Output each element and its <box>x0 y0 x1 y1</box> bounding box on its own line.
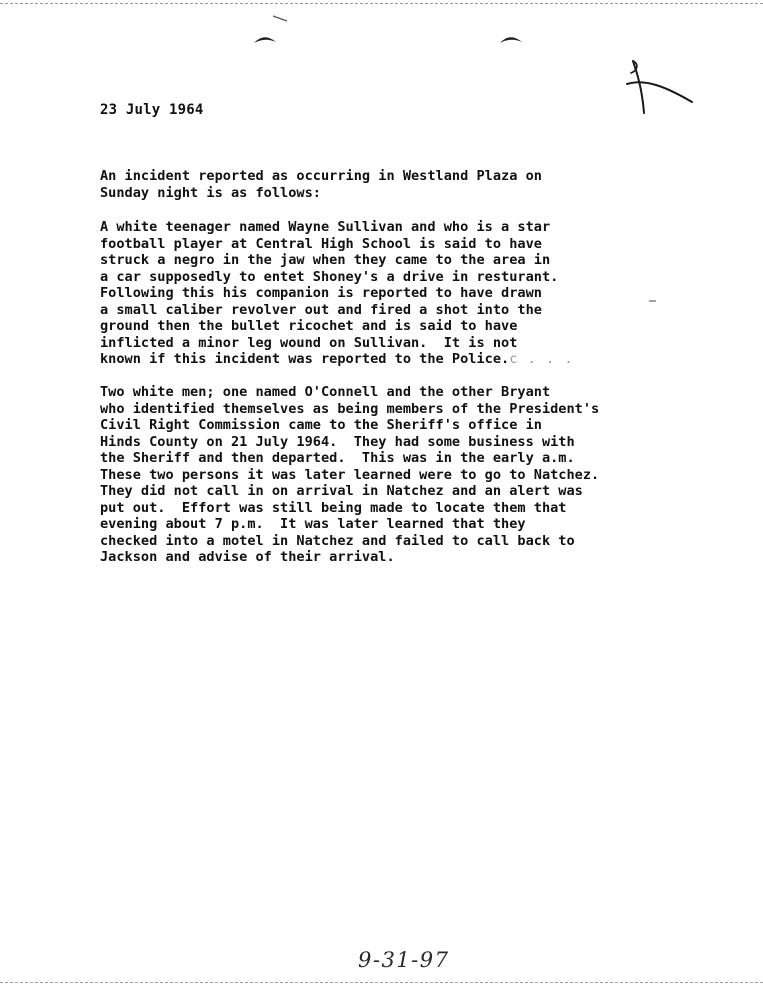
text-line: known if this incident was reported to the Police. <box>100 351 510 368</box>
text-line: a small caliber revolver out and fired a shot into the <box>100 301 542 318</box>
text-line: Two white men; one named O'Connell and the other Bryant <box>100 384 551 400</box>
small-dash-mark-icon <box>648 298 658 304</box>
text-line: evening about 7 p.m. It was later learned that they <box>100 516 526 533</box>
paragraph-commission-visitors <box>100 384 599 566</box>
text-line: inflicted a minor leg wound on Sullivan. It is not <box>100 334 518 351</box>
text-line: a car supposedly to entet Shoney's a drive in resturant. <box>100 268 559 285</box>
text-line: Jackson and advise of their arrival. <box>100 549 395 566</box>
text-line: These two persons it was later learned were to go to Natchez. <box>100 466 600 483</box>
text-line: Following this his companion is reported to have drawn <box>100 285 542 302</box>
text-line: ground then the bullet ricochet and is said to have <box>100 318 518 335</box>
paragraph-intro <box>100 168 542 201</box>
text-line: football player at Central High School is said to have <box>100 235 542 252</box>
small-tick-mark-icon <box>272 14 290 24</box>
text-line: They did not call in on arrival in Natchez and an alert was <box>100 483 583 500</box>
bottom-scan-edge <box>0 982 763 983</box>
top-scan-edge <box>0 3 763 4</box>
punch-hole-mark-left-icon <box>252 30 278 46</box>
text-line: checked into a motel in Natchez and failed to call back to <box>100 532 575 549</box>
text-line: struck a negro in the jaw when they came to the area in <box>100 252 551 269</box>
text-line: A white teenager named Wayne Sullivan and who is a star <box>100 219 551 235</box>
text-line: An incident reported as occurring in Westland Plaza on <box>100 168 542 184</box>
text-line: Hinds County on 21 July 1964. They had some business with <box>100 433 575 450</box>
document-date: 23 July 1964 <box>100 102 204 118</box>
text-line: Civil Right Commission came to the Sheriff's office in <box>100 417 542 434</box>
text-line: Sunday night is as follows: <box>100 184 321 201</box>
punch-hole-mark-right-icon <box>498 30 524 46</box>
text-line: put out. Effort was still being made to locate them that <box>100 499 567 516</box>
stray-marks: c . . . <box>509 351 574 368</box>
text-line: who identified themselves as being members of the President's <box>100 400 600 417</box>
handwritten-document-number: 9-31-97 <box>358 948 450 972</box>
handwritten-cross-mark-icon <box>624 58 696 116</box>
paragraph-sullivan-incident <box>100 219 574 368</box>
text-line: the Sheriff and then departed. This was in the early a.m. <box>100 450 575 467</box>
